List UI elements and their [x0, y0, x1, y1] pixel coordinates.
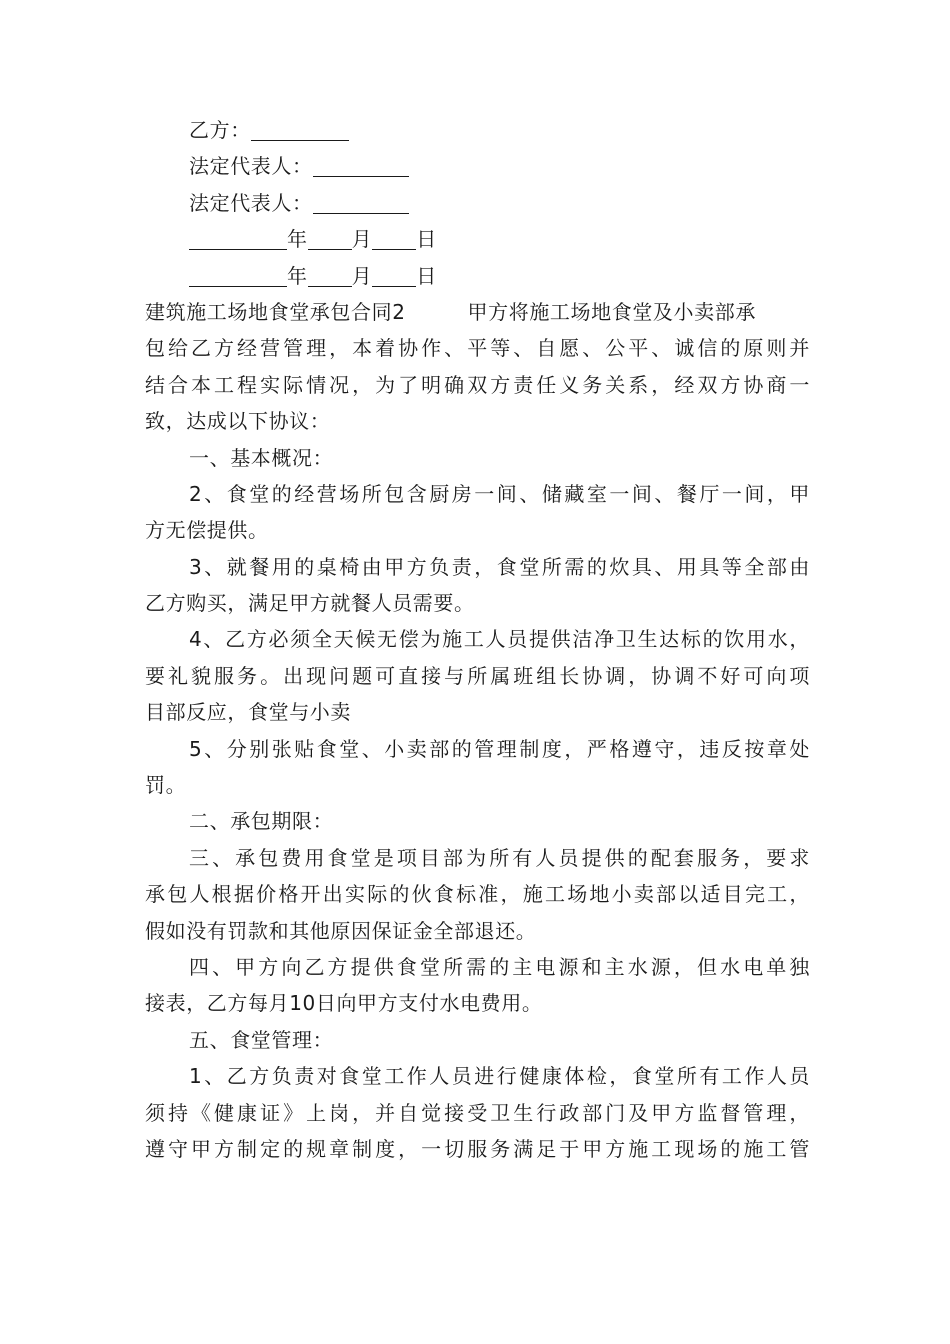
body-line: 目部反应，食堂与小卖: [145, 700, 351, 725]
party-b-line: [145, 112, 810, 148]
contract-title-line: [145, 294, 810, 330]
section-heading: 二、承包期限：: [189, 809, 334, 834]
body-line: 1、乙方负责对食堂工作人员进行健康体检，食堂所有工作人员: [189, 1064, 810, 1089]
body-line: 甲方将施工场地食堂及小卖部承: [467, 299, 756, 324]
body-line: 4、乙方必须全天候无偿为施工人员提供洁净卫生达标的饮用水，: [189, 627, 810, 652]
month-blank: [308, 227, 352, 250]
legal-rep-line-1: [145, 148, 810, 184]
body-line: 5、分别张贴食堂、小卖部的管理制度，严格遵守，违反按章处: [189, 736, 810, 761]
body-line: 方无偿提供。: [145, 518, 269, 543]
month-blank: [308, 264, 352, 287]
month-label: 月: [351, 263, 373, 288]
body-line: 四、甲方向乙方提供食堂所需的主电源和主水源，但水电单独: [189, 954, 810, 979]
document-page: [145, 112, 810, 1167]
day-blank: [372, 264, 416, 287]
legal-rep-blank: [313, 191, 409, 214]
body-line: 3、就餐用的桌椅由甲方负责，食堂所需的炊具、用具等全部由: [189, 554, 810, 579]
year-blank: [189, 227, 287, 250]
body-line: 三、承包费用食堂是项目部为所有人员提供的配套服务，要求: [189, 845, 810, 870]
body-line: 承包人根据价格开出实际的伙食标准，施工场地小卖部以适目完工，: [145, 882, 810, 907]
body-line: 致，达成以下协议：: [145, 409, 331, 434]
legal-rep-line-2: [145, 185, 810, 221]
party-b-blank: [251, 118, 349, 141]
section-heading: 一、基本概况：: [189, 445, 334, 470]
body-line: 要礼貌服务。出现问题可直接与所属班组长协调，协调不好可向项: [145, 663, 810, 688]
day-blank: [372, 227, 416, 250]
date-line-1: [145, 221, 810, 257]
date-line-2: [145, 258, 810, 294]
body-line: 罚。: [145, 773, 187, 798]
body-line: 结合本工程实际情况，为了明确双方责任义务关系，经双方协商一: [145, 372, 810, 397]
day-label: 日: [416, 263, 437, 288]
section-heading: 五、食堂管理：: [189, 1027, 334, 1052]
contract-title: 建筑施工场地食堂承包合同2: [145, 299, 406, 324]
body-line: 乙方购买，满足甲方就餐人员需要。: [145, 591, 475, 616]
day-label: 日: [416, 227, 437, 252]
body-line: 遵守甲方制定的规章制度，一切服务满足于甲方施工现场的施工管: [145, 1136, 810, 1161]
month-label: 月: [351, 227, 373, 252]
legal-rep-blank: [313, 154, 409, 177]
body-line: 包给乙方经营管理，本着协作、平等、自愿、公平、诚信的原则并: [145, 336, 810, 361]
year-blank: [189, 264, 287, 287]
body-line: 接表，乙方每月10日向甲方支付水电费用。: [145, 991, 543, 1016]
body-line: 须持《健康证》上岗，并自觉接受卫生行政部门及甲方监督管理，: [145, 1100, 810, 1125]
legal-rep-label: 法定代表人：: [189, 190, 313, 215]
year-label: 年: [287, 263, 308, 288]
body-line: 2、食堂的经营场所包含厨房一间、储藏室一间、餐厅一间，甲: [189, 481, 810, 506]
party-b-label: 乙方：: [189, 118, 251, 142]
year-label: 年: [287, 227, 308, 252]
legal-rep-label: 法定代表人：: [189, 154, 313, 179]
body-line: 假如没有罚款和其他原因保证金全部退还。: [145, 918, 537, 943]
